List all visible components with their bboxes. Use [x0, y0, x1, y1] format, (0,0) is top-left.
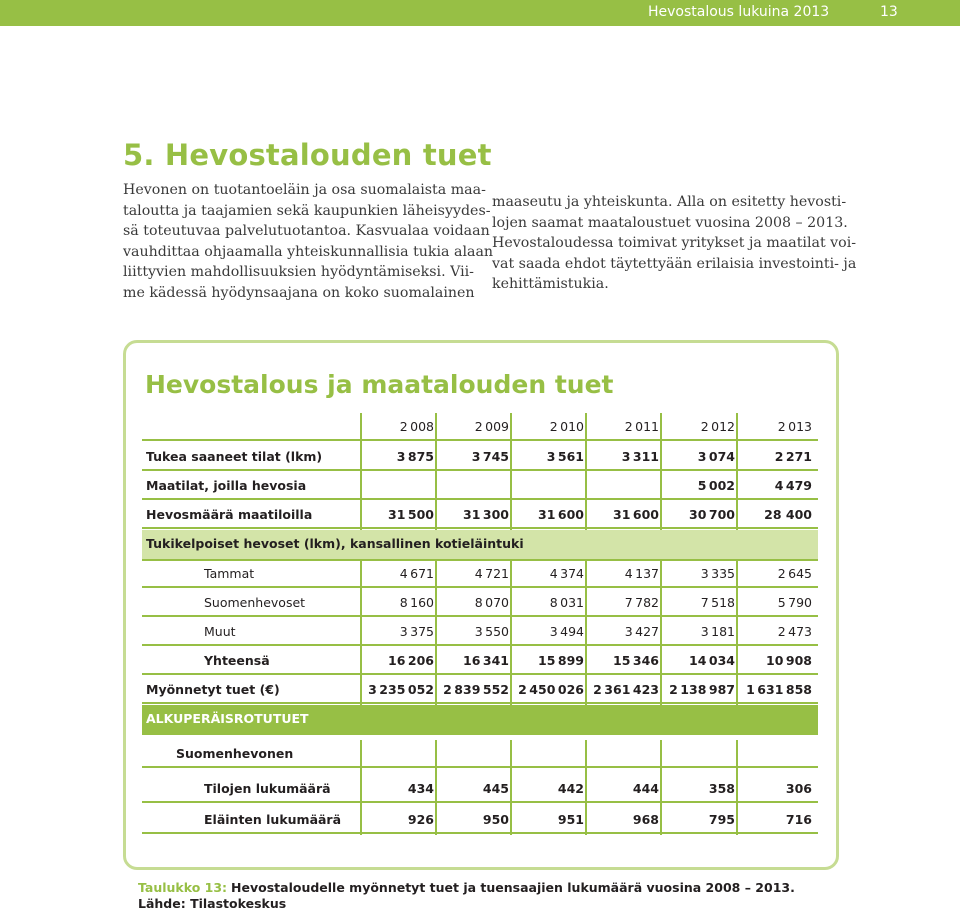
table-cell: 2 473	[777, 624, 812, 639]
table-row	[142, 676, 818, 703]
table-cell: 3 311	[621, 449, 659, 464]
caption-text: Hevostaloudelle myönnetyt tuet ja tuensaajien lukumäärä vuosina 2008 – 2013.	[231, 880, 795, 895]
table-cell: 3 494	[549, 624, 584, 639]
table-cell: 8 070	[474, 595, 509, 610]
table-cell: 434	[407, 781, 434, 796]
column-divider	[660, 740, 662, 835]
column-divider	[510, 740, 512, 835]
table-cell: 4 479	[774, 478, 812, 493]
text-line: liittyvien mahdollisuuksien hyödyntämiseksi. Vii-	[123, 264, 474, 281]
column-divider	[510, 413, 512, 530]
table-cell: 31 600	[613, 507, 659, 522]
text-line: taloutta ja taajamien sekä kaupunkien läheisyydes-	[123, 202, 491, 219]
table-cell: 2 645	[777, 566, 812, 581]
year-header: 2 008	[399, 419, 434, 434]
table-cell: 4 671	[399, 566, 434, 581]
row-label: Tukea saaneet tilat (lkm)	[146, 449, 323, 464]
table-cell: 444	[632, 781, 659, 796]
table-cell: 926	[407, 812, 434, 827]
table-cell: 950	[482, 812, 509, 827]
text-line: vauhdittaa ohjaamalla yhteiskunnallisia tukia alaan	[123, 243, 494, 260]
table-cell: 3 875	[396, 449, 434, 464]
table-cell: 31 500	[388, 507, 434, 522]
row-divider	[142, 832, 818, 834]
table-row	[142, 775, 818, 802]
caption-source: Lähde: Tilastokeskus	[138, 896, 287, 911]
table-cell: 3 375	[399, 624, 434, 639]
row-divider	[142, 527, 818, 529]
text-line: vat saada ehdot täytettyään erilaisia investointi- ja	[492, 255, 857, 272]
table-header-row	[142, 413, 818, 440]
row-label: Muut	[204, 624, 236, 639]
table-row	[142, 740, 818, 767]
year-header: 2 013	[777, 419, 812, 434]
row-divider	[142, 439, 818, 441]
table-cell: 4 374	[549, 566, 584, 581]
column-divider	[435, 740, 437, 835]
table-cell: 5 002	[697, 478, 735, 493]
row-label: Hevosmäärä maatiloilla	[146, 507, 313, 522]
table-cell: 16 341	[463, 653, 509, 668]
table-cell: 4 721	[474, 566, 509, 581]
table-cell: 3 181	[700, 624, 735, 639]
text-line: kehittämistukia.	[492, 276, 609, 293]
table-cell: 2 839 552	[443, 682, 509, 697]
column-divider	[360, 413, 362, 530]
table-row	[142, 589, 818, 616]
table-cell: 2 271	[774, 449, 812, 464]
column-divider	[585, 560, 587, 705]
table-row	[142, 501, 818, 528]
text-line: maaseutu ja yhteiskunta. Alla on esitetty hevosti-	[492, 194, 847, 210]
table-cell: 16 206	[388, 653, 434, 668]
row-label: Suomenhevoset	[204, 595, 306, 610]
table-row	[142, 705, 818, 735]
row-divider	[142, 766, 818, 768]
table-cell: 4 137	[624, 566, 659, 581]
table-cell: 31 600	[538, 507, 584, 522]
year-header: 2 009	[474, 419, 509, 434]
table-cell: 7 518	[700, 595, 735, 610]
table-cell: 15 346	[613, 653, 659, 668]
year-header: 2 011	[624, 419, 659, 434]
table-cell: 5 790	[777, 595, 812, 610]
text-line: me kädessä hyödynsaajana on koko suomalainen	[123, 284, 475, 301]
table-cell: 10 908	[766, 653, 812, 668]
row-divider	[142, 673, 818, 675]
table-cell: 3 235 052	[368, 682, 434, 697]
table-cell: 15 899	[538, 653, 584, 668]
table-cell: 8 160	[399, 595, 434, 610]
table-cell: 2 450 026	[518, 682, 584, 697]
column-divider	[585, 740, 587, 835]
table-row	[142, 806, 818, 833]
table-cell: 951	[557, 812, 584, 827]
table-cell: 2 361 423	[593, 682, 659, 697]
row-label: ALKUPERÄISROTUTUET	[146, 711, 309, 726]
table-cell: 795	[708, 812, 735, 827]
table-cell: 30 700	[689, 507, 735, 522]
row-label: Maatilat, joilla hevosia	[146, 478, 307, 493]
table-cell: 716	[785, 812, 812, 827]
column-divider	[510, 560, 512, 705]
table-cell: 358	[708, 781, 735, 796]
table-cell: 445	[482, 781, 509, 796]
table-cell: 3 074	[697, 449, 735, 464]
table-cell: 3 550	[474, 624, 509, 639]
year-header: 2 010	[549, 419, 584, 434]
row-label: Tammat	[204, 566, 255, 581]
table-cell: 28 400	[764, 507, 812, 522]
text-line: sä toteutuvaa palvelutuotantoa. Kasvualaa voidaan	[123, 223, 490, 240]
table-cell: 14 034	[689, 653, 735, 668]
column-divider	[660, 413, 662, 530]
table-cell: 31 300	[463, 507, 509, 522]
column-divider	[360, 740, 362, 835]
table-row	[142, 647, 818, 674]
text-line: lojen saamat maataloustuet vuosina 2008 – 2013.	[492, 214, 848, 231]
row-label: Tukikelpoiset hevoset (lkm), kansallinen kotieläintuki	[146, 536, 524, 551]
body-text-column-2	[492, 192, 857, 295]
text-line: Hevonen on tuotantoeläin ja osa suomalaista maa-	[123, 182, 486, 198]
table-row	[142, 443, 818, 470]
row-divider	[142, 469, 818, 471]
row-divider	[142, 615, 818, 617]
body-text-column-1	[123, 180, 494, 304]
caption-label: Taulukko 13:	[138, 880, 228, 895]
row-divider	[142, 702, 818, 704]
table-cell: 968	[632, 812, 659, 827]
year-header: 2 012	[700, 419, 735, 434]
row-label: Suomenhevonen	[176, 746, 294, 761]
table-caption	[138, 880, 795, 912]
publication-title: Hevostalous lukuina 2013	[648, 4, 830, 20]
page-number: 13	[880, 4, 898, 20]
column-divider	[736, 740, 738, 835]
table-row	[142, 618, 818, 645]
row-label: Yhteensä	[204, 653, 270, 668]
table-cell: 3 335	[700, 566, 735, 581]
table-row	[142, 472, 818, 499]
column-divider	[660, 560, 662, 705]
table-row	[142, 560, 818, 587]
table-cell: 3 561	[546, 449, 584, 464]
section-title: 5. Hevostalouden tuet	[123, 138, 492, 172]
column-divider	[360, 560, 362, 705]
table-cell: 3 745	[471, 449, 509, 464]
table-row	[142, 530, 818, 560]
table-cell: 7 782	[624, 595, 659, 610]
row-label: Myönnetyt tuet (€)	[146, 682, 280, 697]
running-header	[0, 0, 960, 26]
column-divider	[435, 560, 437, 705]
column-divider	[435, 413, 437, 530]
row-label: Eläinten lukumäärä	[204, 812, 342, 827]
row-label: Tilojen lukumäärä	[204, 781, 331, 796]
table-cell: 442	[557, 781, 584, 796]
text-line: Hevostaloudessa toimivat yritykset ja maatilat voi-	[492, 235, 857, 252]
table-cell: 306	[785, 781, 812, 796]
table-cell: 1 631 858	[746, 682, 812, 697]
row-divider	[142, 586, 818, 588]
row-divider	[142, 644, 818, 646]
column-divider	[736, 413, 738, 530]
table-cell: 8 031	[549, 595, 584, 610]
table-title: Hevostalous ja maatalouden tuet	[145, 370, 614, 399]
column-divider	[736, 560, 738, 705]
column-divider	[585, 413, 587, 530]
table-cell: 2 138 987	[669, 682, 735, 697]
row-divider	[142, 801, 818, 803]
table-cell: 3 427	[624, 624, 659, 639]
row-divider	[142, 498, 818, 500]
